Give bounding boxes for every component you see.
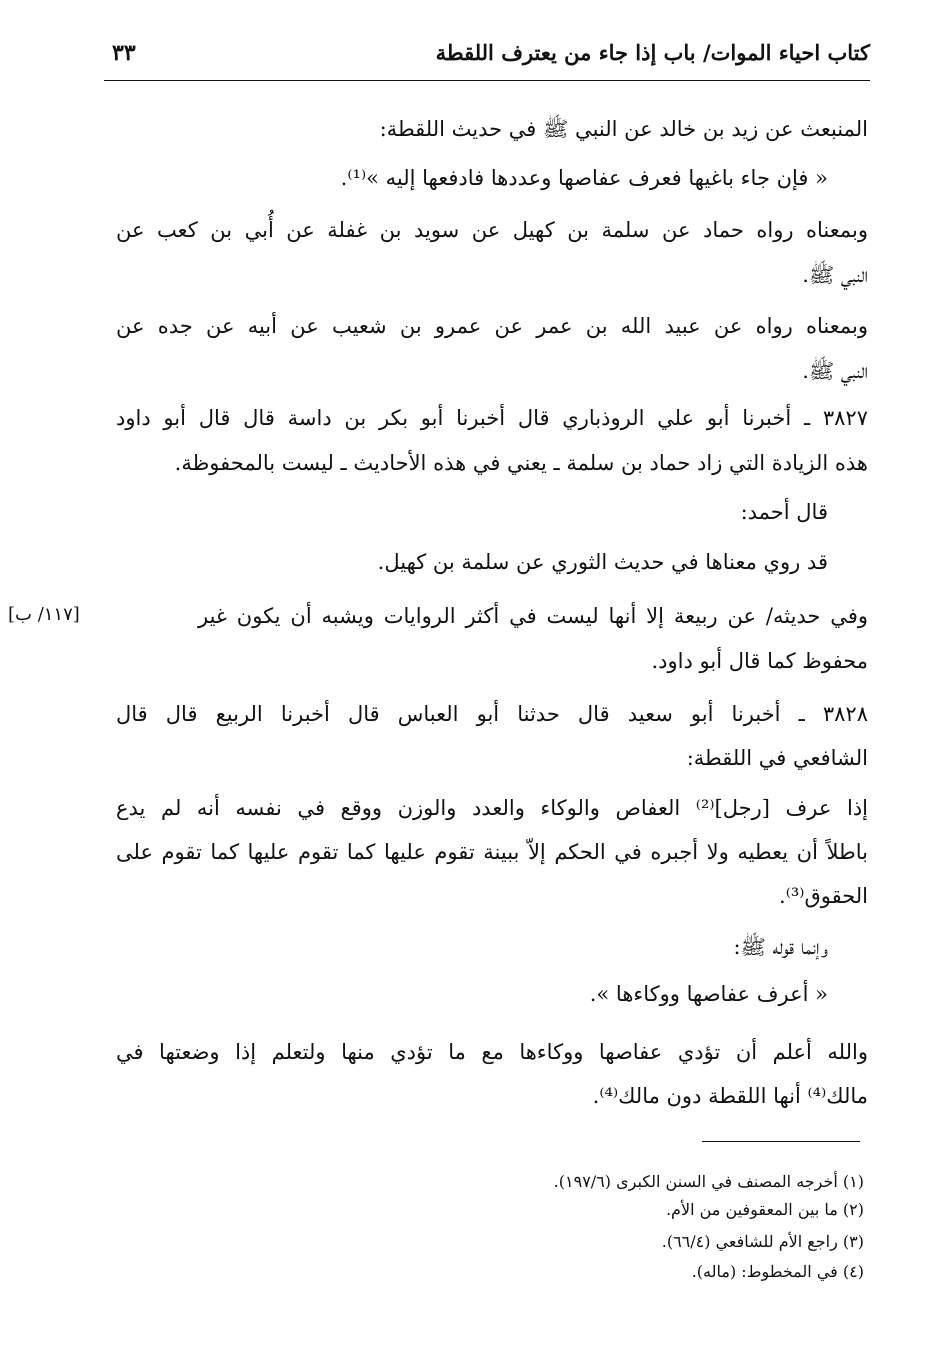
footnote-2: (٢) ما بين المعقوفين من الأم. bbox=[665, 1200, 864, 1219]
text-line-9: قال أحمد: bbox=[740, 500, 828, 524]
text-line-20: والله أعلم أن تؤدي عفاصها ووكاءها مع ما تؤدي منها ولتعلم إذا وضعتها في bbox=[116, 1040, 868, 1064]
text-line-11: وفي حديثه/ عن ربيعة إلا أنها ليست في أكثر الروايات ويشبه أن يكون غير bbox=[198, 604, 868, 628]
text-line-1: المنبعث عن زيد بن خالد عن النبي ﷺ في حديث اللقطة: bbox=[379, 117, 868, 141]
shafii-quote-line-2: باطلاً أن يعطيه ولا أجبره في الحكم إلاّ ببينة تقوم عليها كما تقوم عليها كما تقوم على bbox=[116, 840, 868, 864]
text-line-5: وبمعناه رواه عن عبيد الله بن عمر عن عمرو بن شعيب عن أبيه عن جده عن bbox=[116, 314, 868, 338]
narration-3827-line-1: ٣٨٢٧ ـ أخبرنا أبو علي الروذباري قال أخبرنا أبو بكر بن داسة قال قال أبو داود bbox=[116, 406, 868, 430]
text-line-6: النبي ﷺ. bbox=[802, 359, 868, 383]
manuscript-folio-marker: [١١٧/ ب] bbox=[8, 604, 80, 625]
text-line-12: محفوظ كما قال أبو داود. bbox=[651, 649, 868, 673]
shafii-quote-line-1: إذا عرف [رجل]⁽²⁾ العفاص والوكاء والعدد والوزن ووقع في نفسه أنه لم يدع bbox=[116, 796, 868, 820]
page-header bbox=[104, 40, 870, 81]
text-line-10: قد روي معناها في حديث الثوري عن سلمة بن كهيل. bbox=[377, 550, 828, 574]
footnote-3: (٣) راجع الأم للشافعي (٦٦/٤). bbox=[661, 1232, 864, 1251]
hadith-quote-line-2: « أعرف عفاصها ووكاءها ». bbox=[589, 982, 828, 1006]
page-number: ٣٣ bbox=[112, 40, 136, 66]
text-line-3: وبمعناه رواه حماد عن سلمة بن كهيل عن سويد بن غفلة عن أُبي بن كعب عن bbox=[116, 218, 868, 242]
shafii-quote-line-3: الحقوق⁽³⁾. bbox=[779, 884, 868, 908]
narration-3828-line-1: ٣٨٢٨ ـ أخبرنا أبو سعيد قال حدثنا أبو العباس قال أخبرنا الربيع قال قال bbox=[116, 702, 868, 726]
footnote-1: (١) أخرجه المصنف في السنن الكبرى (١٩٧/٦). bbox=[553, 1172, 864, 1191]
text-line-18: وإنما قوله ﷺ: bbox=[733, 935, 828, 959]
narration-3828-line-2: الشافعي في اللقطة: bbox=[686, 746, 868, 770]
footnote-divider bbox=[702, 1141, 860, 1142]
hadith-quote-line: « فإن جاء باغيها فعرف عفاصها وعددها فادفعها إليه »⁽¹⁾. bbox=[340, 166, 828, 190]
text-line-21: مالك⁽⁴⁾ أنها اللقطة دون مالك⁽⁴⁾. bbox=[592, 1084, 868, 1108]
running-title: كتاب احياء الموات/ باب إذا جاء من يعترف اللقطة bbox=[435, 40, 870, 65]
text-line-4: النبي ﷺ. bbox=[802, 263, 868, 287]
narration-3827-line-2: هذه الزيادة التي زاد حماد بن سلمة ـ يعني في هذه الأحاديث ـ ليست بالمحفوظة. bbox=[174, 451, 868, 475]
footnote-4: (٤) في المخطوط: (ماله). bbox=[691, 1262, 864, 1281]
